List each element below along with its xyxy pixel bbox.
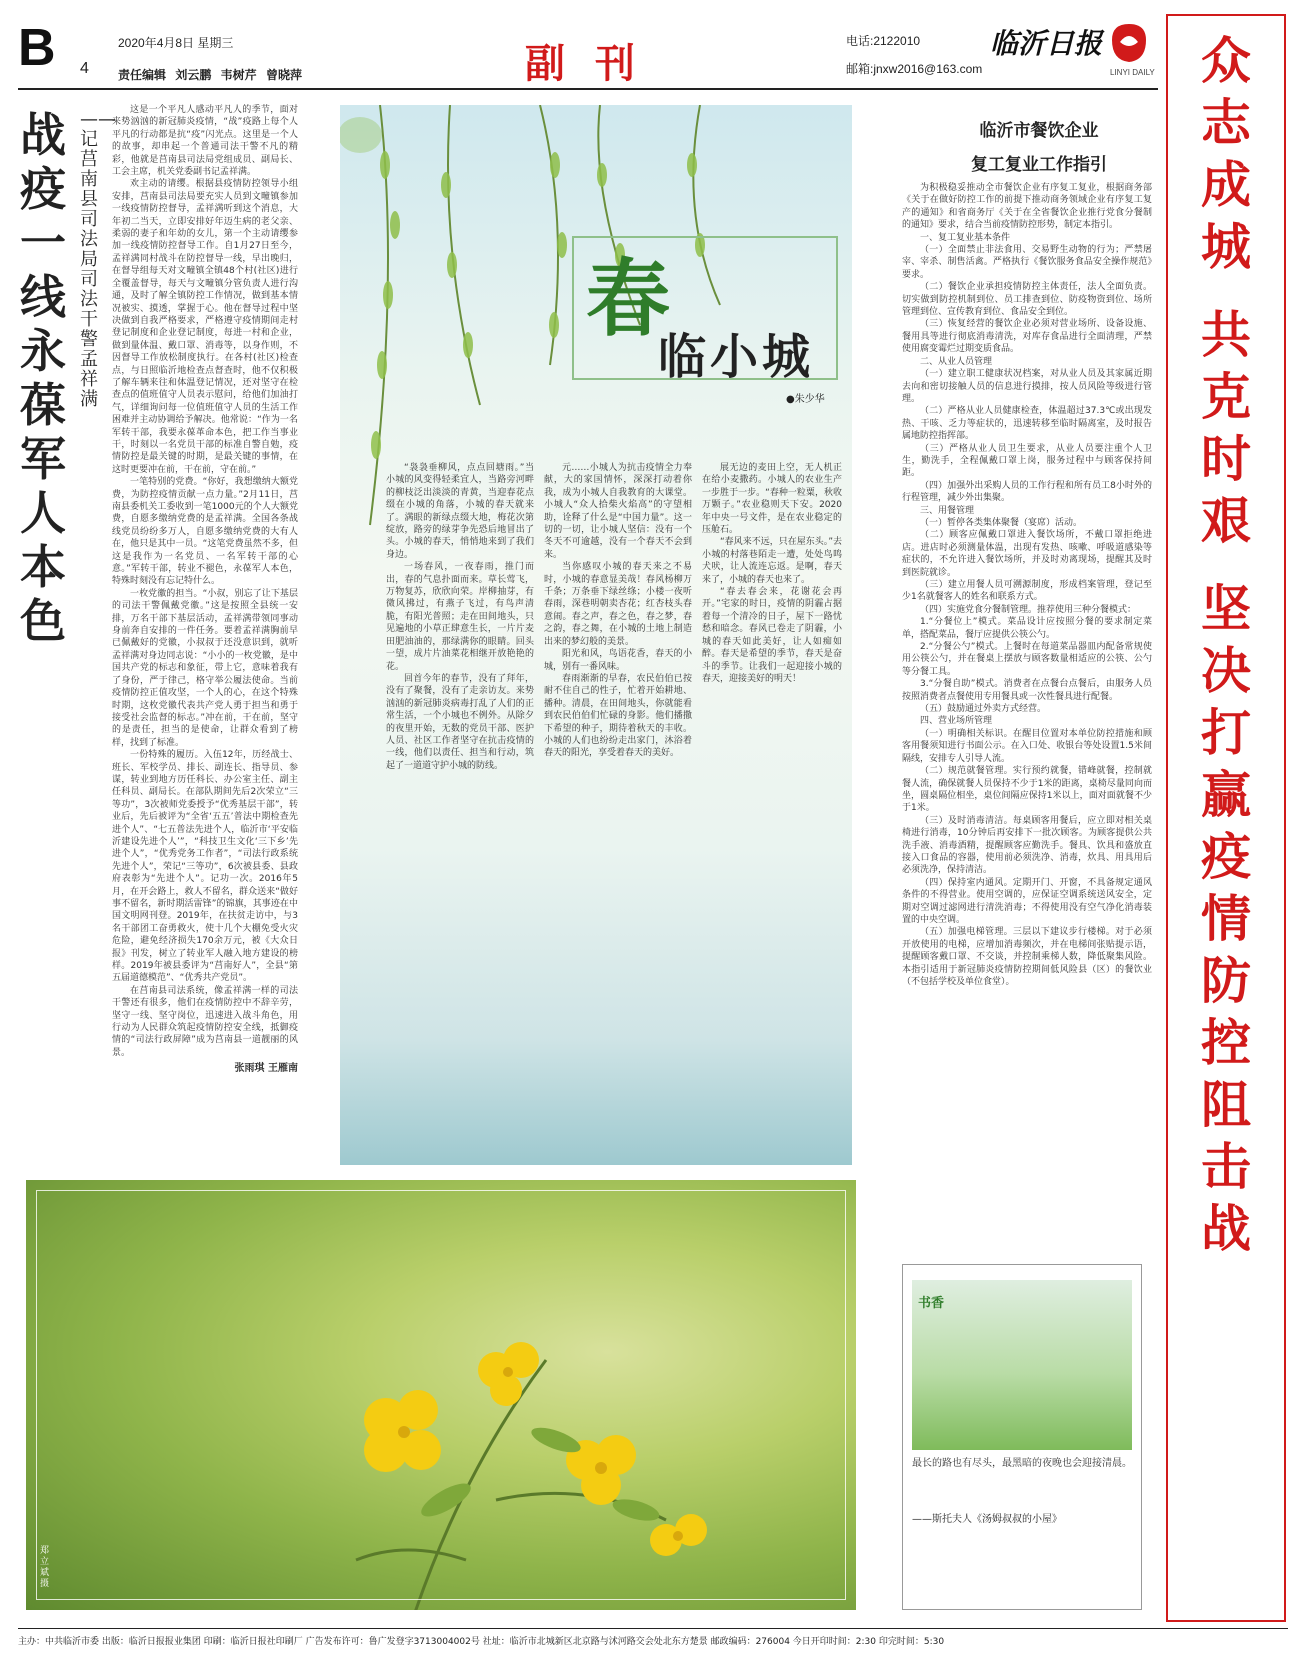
slogan-char: 赢 — [1201, 766, 1251, 824]
slogan-gap — [1166, 278, 1286, 304]
paragraph: （二）规范就餐管理。实行预约就餐，错峰就餐，控制就餐人流，确保就餐人员保持不少于1米的距离，桌椅尽量同向而坐，圆桌隔位相坐，桌位间隔应保持1米以上，面对面就餐不少于1米。 — [902, 766, 1152, 814]
paragraph: 展无边的麦田上空，无人机正在给小麦撒药。小城人的农业生产一步胜于一步。“春种一粒粟，秋收万颗子。”农业稳则天下安。2020年中央一号文件，是在农业稳定的压舱石。 — [702, 463, 842, 536]
paragraph: 阳光和风，鸟语花香，春天的小城，别有一番风味。 — [544, 649, 692, 672]
paragraph: “袅袅垂柳风，点点回塘雨。”当小城的风变得轻柔宜人，当路旁河畔的柳枝泛出淡淡的青黄，当迎春花点缀在小城的角落，小城的春天就来了。满眼的新绿点缀大地，梅花次第绽放，路旁的绿芽争先恐后地冒出了头。小城的春天，悄悄地来到了我们身边。 — [386, 463, 534, 560]
paragraph: （一）暂停各类集体聚餐（宴席）活动。 — [920, 517, 1083, 528]
paragraph: （一）建立职工健康状况档案，对从业人员及其家属近期去向和密切接触人员的信息进行摸排，按人员风险等级进行管理。 — [902, 369, 1152, 404]
paragraph: （三）恢复经营的餐饮企业必须对营业场所、设备设施、餐用具等进行彻底消毒清洗，对库存食品进行全面清理，严禁使用腐变霉烂过期变质食品。 — [902, 319, 1152, 355]
paragraph: 回首今年的春节，没有了拜年，没有了聚餐，没有了走亲访友。来势汹汹的新冠肺炎病毒打乱了人们的正常生活，一个小城也不例外。从除夕的夜里开始，无数的党员干部、医护人员、社区工作者坚守在抗击疫情的一线，他们以责任、担当和行动，筑起了一道道守护小城的防线。 — [386, 673, 534, 771]
article-byline: 张雨琪 王雁南 — [234, 1063, 298, 1075]
paragraph: 元……小城人为抗击疫情全力奉献，大的家国情怀，深深打动着你我，成为小城人自我教育的大课堂。小城人“众人拾柴火焰高”的守望相助，诠释了什么是“中国力量”。这一切的一切，让小城人坚信：没有一个冬天不可逾越，没有一个春天不会到来。 — [544, 463, 692, 560]
page-letter: B — [18, 19, 56, 77]
paragraph: （三）建立用餐人员可溯源制度，形成档案管理，登记至少1名就餐客人的姓名和联系方式。 — [902, 580, 1152, 603]
slogan-char: 成 — [1201, 156, 1251, 214]
slogan-char: 坚 — [1201, 580, 1251, 638]
paragraph: 二、从业人员管理 — [920, 356, 993, 367]
article-headline: 战疫一线永葆军人本色 — [20, 108, 66, 648]
logo-subtitle: LINYI DAILY — [1110, 68, 1155, 77]
photo-border — [36, 1190, 846, 1600]
paragraph: （一）全面禁止非法食用、交易野生动物的行为；严禁屠宰、宰杀、制售活禽。严格执行《餐饮服务食品安全操作规范》要求。 — [902, 245, 1152, 280]
paragraph: “春风来不远，只在屋东头。”去小城的村落巷陌走一遭，处处鸟鸣犬吠，让人流连忘返。是啊，春天来了，小城的春天也来了。 — [702, 537, 842, 585]
editors-line: 责任编辑 刘云鹏 韦树芹 曾晓萍 — [118, 68, 303, 82]
slogan-char: 打 — [1201, 704, 1251, 762]
slogan-column — [1166, 30, 1286, 1260]
paragraph: （四）实施党食分餐制管理。推荐使用三种分餐模式： — [920, 604, 1137, 615]
paragraph: “春去春会来，花谢花会再开。”宅家的时日，疫情的阴霾占据着每一个清冷的日子，屋下一路忧愁和暗念。春风已卷走了阴霾，小城的春天如此美好，让人如痴如醉。春天是希望的季节，春天是奋斗的季节。让我们一起迎接小城的春天，迎接美好的明天！ — [702, 587, 842, 684]
paragraph: 当你感叹小城的春天来之不易时，小城的春意显美哉！春风杨柳万千条；万条垂下绿丝绦；小楼一夜听春雨，深巷明朝卖杏花；红杏枝头春意闹。春之声，春之色，春之梦，春之韵，春之舞，在小城的土地上制造出来的梦幻般的美景。 — [544, 562, 692, 647]
paragraph: （四）加强外出采购人员的工作行程和所有员工8小时外的行程管理，减少外出集聚。 — [902, 480, 1152, 504]
grass-image — [912, 1280, 1132, 1450]
paragraph: 为积极稳妥推动全市餐饮企业有序复工复业，根据商务部《关于在做好防控工作的前提下推动商务领域企业有序复工复产的通知》和省商务厅《关于在全省餐饮企业推行党食分餐制的通知》要求，结合当前疫情防控形势，制定本指引。 — [902, 183, 1152, 231]
paragraph: 欢主动的请缨。根据县疫情防控领导小组安排，莒南县司法局要充实人员到文疃镇参加一线疫情防控督导，孟祥满听到这个消息，大年初二当天，立即安排好年迈生病的老父亲、柔弱的妻子和年幼的女儿，第一个主动请缨参加一线疫情防控督导工作。自1月27日至今，孟祥满同村战斗在防控督导一线，早出晚归，在督导组每天对文疃镇全镇48个村(社区)进行全覆盖督导，每天与文疃镇分管负责人进行沟通，及时了解全镇防控工作情况，做到基本情况被实、摸透，掌握于心。他在督导过程中坚决做到自我严格要求，严格遵守疫情期间走村登记制度和企业登记制度，每进一村和企业，做到量体温、戴口罩、消毒等，以身作则，不因督导工作放松制度执行。在各村(社区)检查点，与日照临沂地检查点督查时，他不仅积极了解车辆来往和体温登记情况，还对坚守在检查点的值班值守人员表示慰问，给他们加油打气，详细询问每一位值班值守人员的生活工作困难并主动协调给予解决。他常说：“作为一名军转干部，我要永葆革命本色，把工作当事业干，时刻以一名党员干部的标准自警自勉，疫情防控是最关键的时期，是最关键的事情，在这时更要冲在前，干在前，守在前。” — [112, 179, 298, 475]
paragraph: （三）及时消毒清洁。每桌顾客用餐后，应立即对相关桌椅进行消毒，10分钟后再安排下一批次顾客。为顾客提供公共洗手液、消毒酒精，提醒顾客应勤洗手。餐具、饮具和盛放直接入口食品的容器，使用前必须洗净、消毒，炊具、用具用后必须洗净，保持清洁。 — [902, 815, 1152, 876]
slogan-char: 决 — [1201, 642, 1251, 700]
slogan-char: 志 — [1201, 94, 1251, 152]
page-number: 4 — [80, 60, 89, 77]
book-quote-source: ——斯托夫人《汤姆叔叔的小屋》 — [912, 1514, 1062, 1525]
slogan-gap — [1166, 552, 1286, 578]
feature-column-1 — [386, 462, 534, 1152]
paragraph: （四）保持室内通风。定期开门、开窗，不具备规定通风条件的不得营业。使用空调的，应保证空调系统送风安全，定期对空调过滤网进行清洗消毒；不得使用没有空气净化消毒装置的中央空调。 — [902, 877, 1152, 925]
paragraph: 三、用餐管理 — [920, 505, 975, 516]
paragraph: （二）严格从业人员健康检查，体温超过37.3℃或出现发热、干咳、乏力等症状的，迅速转移至临时隔离室，及时报告属地防控指挥部。 — [902, 406, 1152, 442]
article-body — [112, 104, 298, 1164]
paragraph: （一）明确相关标识。在醒目位置对本单位防控措施和顾客用餐须知进行书面公示。在入口处、收银台等处设置1.5米间隔线，安排专人引导人流。 — [902, 728, 1152, 764]
article-subheadline: ——记莒南县司法局司法干警孟祥满 — [80, 109, 116, 410]
book-tag: 书香 — [918, 1296, 945, 1311]
paragraph: 一、复工复业基本条件 — [920, 232, 1011, 243]
slogan-char: 疫 — [1201, 828, 1251, 886]
paragraph: （五）鼓励通过外卖方式经营。 — [920, 704, 1047, 715]
feature-title-sub: 临小城 — [658, 329, 815, 385]
feature-column-3 — [702, 462, 842, 1152]
header-rule — [18, 88, 1158, 90]
feature-title-main: 春 — [586, 249, 671, 348]
slogan-char: 阻 — [1201, 1076, 1251, 1134]
paragraph: 在莒南县司法系统，像孟祥满一样的司法干警还有很多，他们在疫情防控中不辞辛劳，坚守一线、坚守岗位，迅速进入战斗角色，用行动为人民群众筑起疫情防控安全线，抵御疫情的“司法行政屏障”成为莒南县一道靓丽的风景。 — [112, 985, 298, 1058]
contact-phone: 电话:2122010 — [846, 34, 921, 48]
paragraph: 四、营业场所管理 — [920, 716, 993, 727]
section-title: 副刊 — [525, 40, 665, 87]
slogan-char: 战 — [1201, 1200, 1251, 1258]
logo-emblem-icon — [1108, 20, 1150, 64]
paragraph: 一笔特别的党费。“你好，我想缴纳大额党费，为防控疫情贡献一点力量。”2月11日，莒南县委机关工委收到一笔1000元的个人大额党费，自愿多缴纳党费的是孟祥满。全国各条战线党员纷纷多万人，自愿多缴纳党费的大有人在，他只是其中一员。“这笔党费虽然不多，但这是我作为一名党员、一名军转干部的心意。”军转干部，转业不褪色，永葆军人本色，特殊时刻没有忘记特什么。 — [112, 477, 298, 587]
guide-body — [902, 182, 1152, 1248]
slogan-char: 克 — [1201, 368, 1251, 426]
paragraph: （五）加强电梯管理。三层以下建议步行楼梯。对于必须开放使用的电梯，应增加消毒频次，并在电梯间张贴提示语，提醒顾客戴口罩、不交谈，并控制乘梯人数，降低聚集风险。本指引适用于新冠肺炎疫情防控期间低风险县（区）的餐饮业（不包括学校及单位食堂）。 — [902, 927, 1152, 987]
paragraph: 2.“分餐公勺”模式。上餐时在每道菜品器皿内配备常规使用公筷公勺，并在餐桌上摆放与顾客数量相适应的公筷、公勺等分餐工具。 — [902, 642, 1152, 677]
slogan-char: 击 — [1201, 1138, 1251, 1196]
slogan-char: 共 — [1201, 306, 1251, 364]
slogan-char: 时 — [1201, 430, 1251, 488]
paragraph: 春雨渐渐的早春，农民伯伯已按耐不住自己的性子，忙着开始耕地、播种。清晨，在田间地头，你就能看到农民伯伯们忙碌的身影。他们播撒下希望的种子，期待着秋天的丰收。小城的人们也纷纷走出家门，沐浴着春天的阳光，享受着春天的美好。 — [544, 673, 692, 759]
paragraph: 一场春风，一夜春雨，推门而出，春的气息扑面而来。草长莺飞，万物复苏，欣欣向荣。岸柳抽芽，有微风拂过，有燕子飞过，有鸟声清脆，有阳光普照；走在田间地头，只见遍地的小草正肆意生长，一片片麦田肥油油的，那绿满你的眼睛。回头一望，成片片油菜花相继开放艳艳的花。 — [386, 562, 534, 672]
slogan-char: 艰 — [1201, 492, 1251, 550]
book-quote: 最长的路也有尽头，最黑暗的夜晚也会迎接清晨。 — [912, 1458, 1132, 1469]
paragraph: 1.“分餐位上”模式。菜品设计应按照分餐的要求制定菜单，搭配菜品，餐厅应提供公筷公勺。 — [902, 617, 1152, 640]
footer-rule — [18, 1628, 1288, 1629]
paragraph: 一枚党徽的担当。“小叔，别忘了让下基层的司法干警佩戴党徽。”这是按照全县统一安排，万名干部下基层活动，孟祥满带领同事动身前奔自安排的一件任务。要着孟祥满胸前早已佩戴好的党徽，小叔叔于还没意识到，就听孟祥满对身边同志说：“小小的一枚党徽，是中国共产党的标志和象征，带上它，意味着我有了身份，严于律己，格守举公履法使命。当前疫情防控正值攻坚，一个人的心，在这个特殊时期，这枚党徽代表共产党人勇于担当和勇于接受社会监督的标志。”冲在前，干在前，坚守的是责任，担当的是使命，让群众看到了榜样，找到了标准。 — [112, 588, 298, 748]
paragraph: （二）餐饮企业承担疫情防控主体责任，法人全面负责。切实做到防控机制到位、员工排查到位、防疫物资到位、场所管理到位、宣传教育到位、食品安全到位。 — [902, 282, 1152, 318]
paragraph: 3.“分餐自助”模式。消费者在点餐台点餐后，由服务人员按照消费者点餐使用专用餐具或一次性餐具进行配餐。 — [902, 679, 1152, 702]
slogan-char: 城 — [1201, 218, 1251, 276]
guide-title-line1: 临沂市餐饮企业 — [979, 121, 1099, 141]
guide-title-line2: 复工复业工作指引 — [971, 155, 1107, 175]
slogan-char: 防 — [1201, 952, 1251, 1010]
slogan-char: 众 — [1201, 32, 1251, 90]
slogan-char: 控 — [1201, 1014, 1251, 1072]
issue-date: 2020年4月8日 星期三 — [118, 36, 234, 50]
newspaper-logo: 临沂日报 — [990, 27, 1103, 60]
contact-email: 邮箱:jnxw2016@163.com — [846, 62, 983, 76]
paragraph: 一份特殊的履历。入伍12年，历经战士、班长、军校学员、排长、副连长、指导员、参谋，转业到地方历任科长、办公室主任、副主任科员、副局长。在部队期间先后2次荣立“三等功”，3次被师党委授予“优秀基层干部”，转业后，先后被评为“全省‘五五’普法中期检查先进个人”、“七五普法先进个人，临沂市‘平安临沂建设先进个人’”，“科技卫生文化‘三下乡’先进个人”，“优秀党务工作者”，“司法行政系统先进个人”，荣记“三等功”，6次被县委、县政府表彰为“先进个人”。记功一次。2016年5月，在开会路上，救人不留名，群众送来“做好事不留名，新时期活雷锋”的锦旗，其事迹在中国文明网刊登。2019年，在扶贫走访中，与3名干部团工奋勇救火，使十几个大棚免受火灾危险，避免经济损失170余万元，被《大众日报》刊发，树立了转业军人融入地方建设的榜样。2019年被县委评为“莒南好人”，全县“第五届道德模范”、“优秀共产党员”。 — [112, 750, 298, 984]
paragraph: （三）严格从业人员卫生要求，从业人员要注重个人卫生，勤洗手，全程佩戴口罩上岗，服务过程中与顾客保持间距。 — [902, 443, 1152, 479]
paragraph: （二）顾客应佩戴口罩进入餐饮场所，不戴口罩拒绝进店。进店时必须测量体温，出现有发热、咳嗽、呼吸道感染等症状的，不允许进入餐饮场所，并及时劝离现场，提醒其及时到医院就诊。 — [902, 530, 1152, 578]
feature-column-2 — [544, 462, 692, 1152]
slogan-char: 情 — [1201, 890, 1251, 948]
photo-credit: 郑立斌 摄 — [40, 1546, 50, 1589]
feature-author: ●朱少华 — [786, 394, 825, 405]
paragraph: 这是一个平凡人感动平凡人的季节，面对来势汹汹的新冠肺炎疫情，“战”疫路上每个人平凡的行动都是抗“疫”闪光点。这里是一个人的故事，却串起一个普通司法干警不凡的精彩，他就是莒南县司法局党组成员、副局长、工会主席，机关党委副书记孟祥满。 — [112, 105, 298, 178]
publisher-footer: 主办：中共临沂市委 出版：临沂日报报业集团 印刷：临沂日报社印刷厂 广告发布许可：鲁广发登字3713004002号 社址：临沂市北城新区北京路与沭河路交会处北东方楚景 邮政编码：276004 今日开印时间：2:30 印完时间：5:30 — [18, 1637, 945, 1647]
